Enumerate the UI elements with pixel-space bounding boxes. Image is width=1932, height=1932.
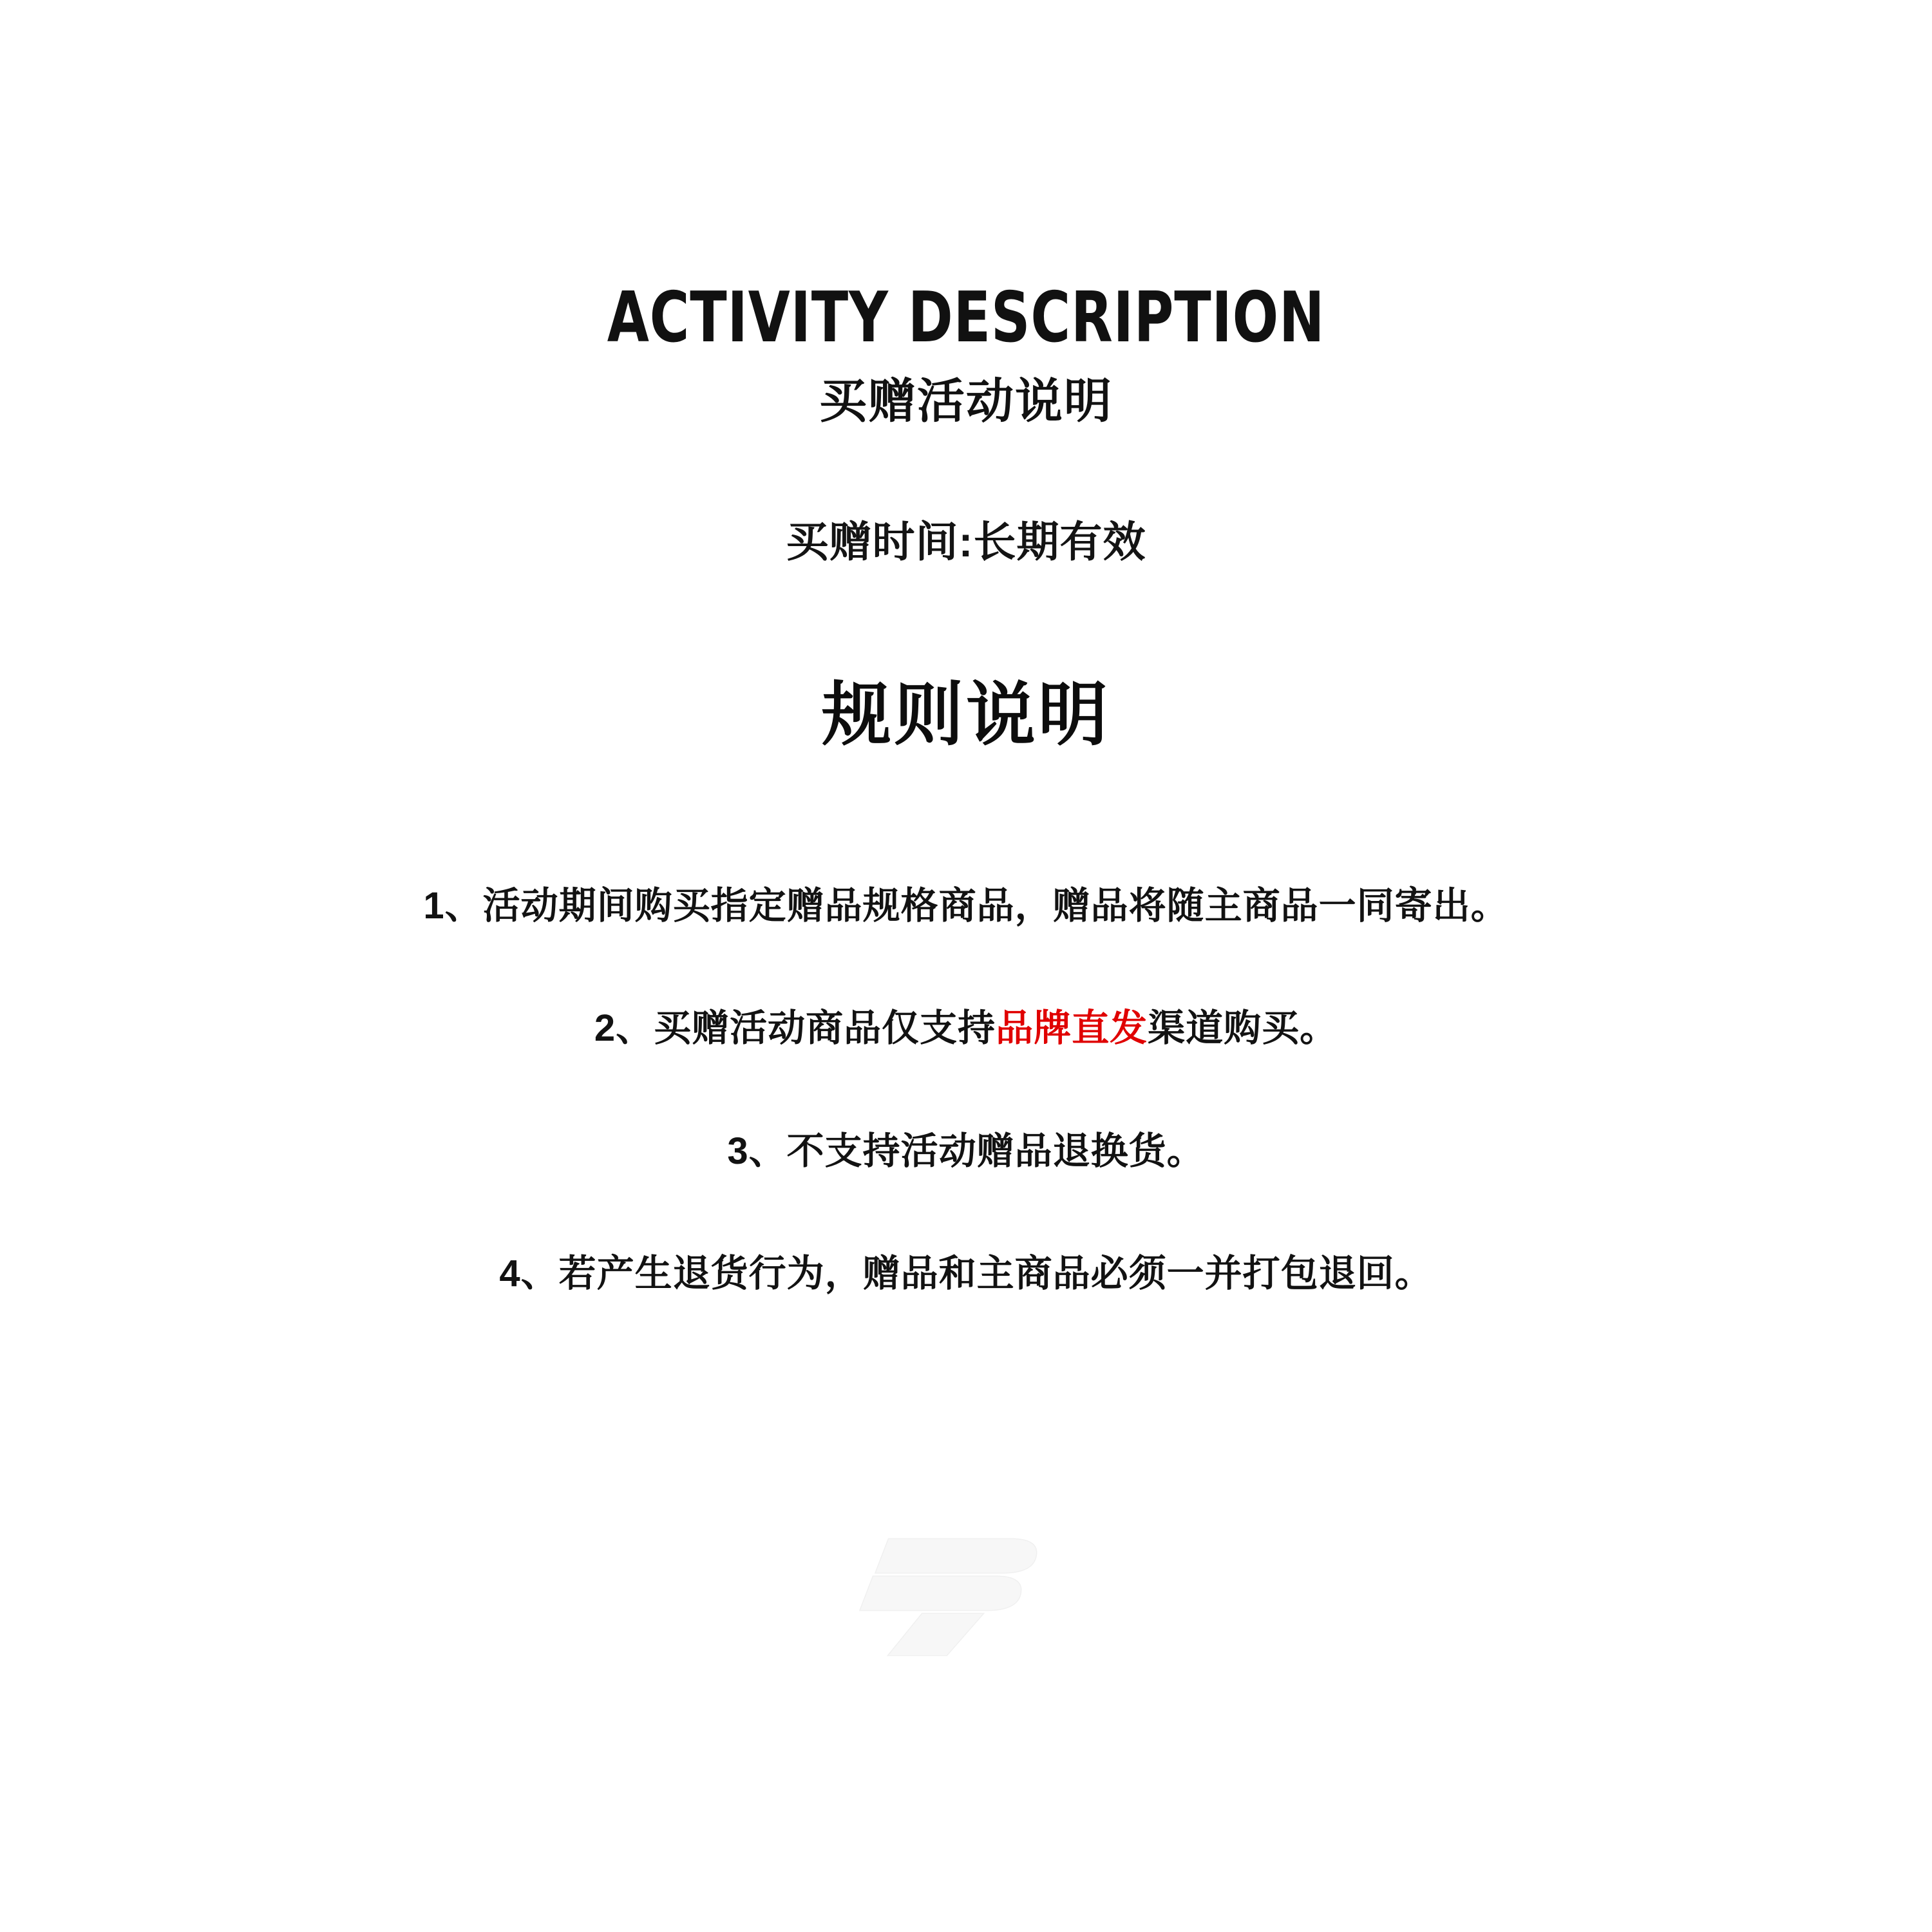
page-title-english: ACTIVITY DESCRIPTION [607, 278, 1325, 358]
rule-index-2: 2、 [594, 1007, 654, 1050]
rule-text-2-before: 买赠活动商品仅支持 [654, 1007, 996, 1050]
rule-index-1: 1、 [423, 885, 483, 927]
brand-logo-watermark-icon [850, 1501, 1082, 1662]
page-title-chinese: 买赠活动说明 [819, 374, 1113, 428]
rule-item-3 [0, 1126, 1932, 1177]
activity-period-text: 买赠时间:长期有效 [786, 518, 1146, 565]
rules-section-heading: 规则说明 [821, 676, 1110, 753]
rule-item-1 [0, 881, 1932, 931]
rule-text-1: 活动期间购买指定赠品规格商品，赠品将随主商品一同寄出。 [482, 885, 1509, 927]
rule-item-2 [0, 1003, 1932, 1054]
page-header [0, 0, 1932, 428]
rule-text-4: 若产生退货行为，赠品和主商品必须一并打包退回。 [558, 1252, 1433, 1294]
rule-index-4: 4、 [499, 1252, 559, 1294]
rules-list [0, 881, 1932, 1299]
rule-index-3: 3、 [727, 1130, 787, 1172]
rule-text-3: 不支持活动赠品退换货。 [786, 1130, 1205, 1172]
rule-text-2-after: 渠道购买。 [1148, 1007, 1338, 1050]
rule-text-2-highlight: 品牌直发 [996, 1007, 1148, 1050]
rule-item-4 [0, 1249, 1932, 1299]
